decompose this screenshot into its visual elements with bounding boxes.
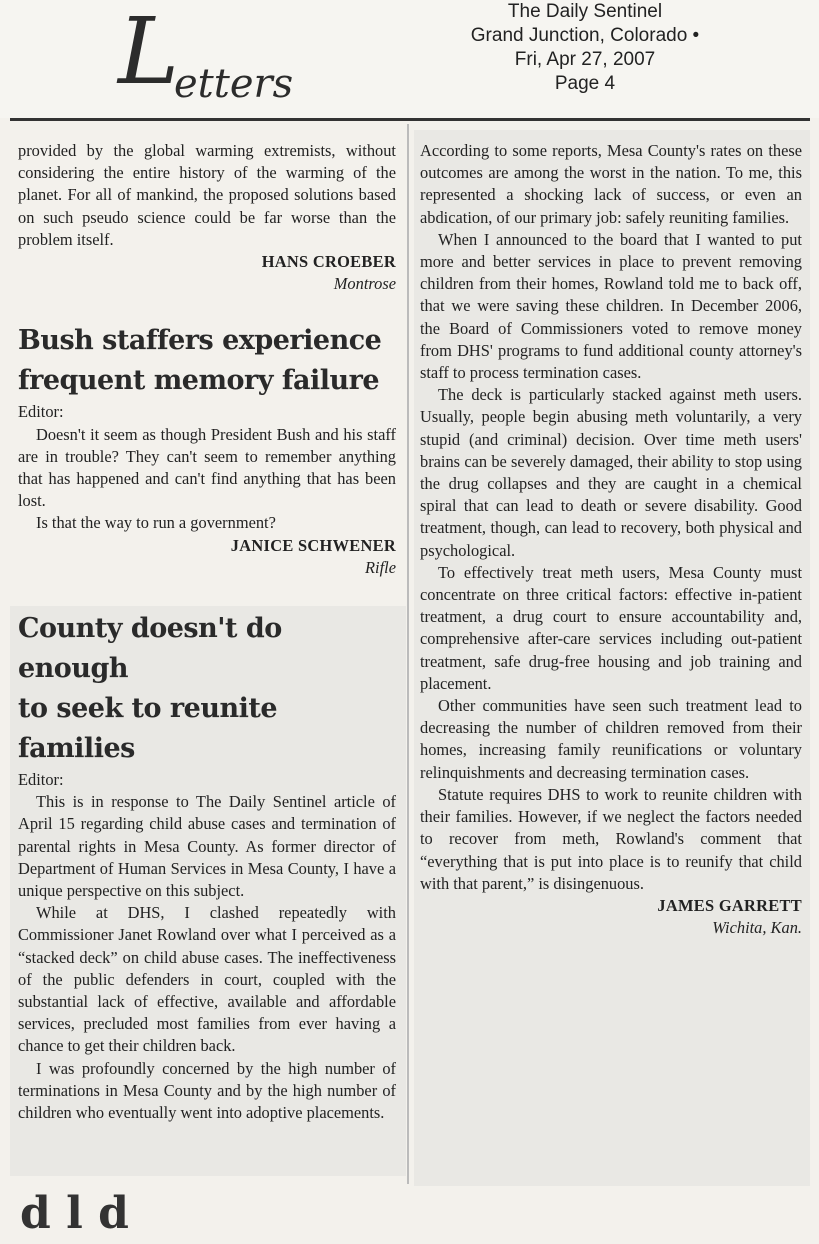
letter-paragraph: Doesn't it seem as though President Bush and his staff are in trouble? They can't seem to remember anything that has happened and can't find anything that has been lost. [18, 424, 396, 511]
author-name: JANICE SCHWENER [230, 535, 396, 555]
column-divider [407, 124, 409, 1184]
author-place: Montrose [333, 274, 396, 294]
signature [18, 535, 396, 579]
headline-line-1: Bush staffers experience [18, 325, 382, 357]
letter-paragraph: This is in response to The Daily Sentinel article of April 15 regarding child abuse cases and termination of parental rights in Mesa County. As former director of Department of Human Services in Mesa County, I have a unique perspective on this subject. [18, 792, 396, 901]
letter-schwener [18, 321, 396, 579]
letter-paragraph: When I announced to the board that I wanted to put more and better services in place to prevent removing children from their homes, Rowland told me to back off, that we were saving these children. In December 2006, the Board of Commissioners voted to remove money from DHS' programs to fund additional county attorney's staff to process termination cases. [420, 229, 802, 383]
dateline-paper: The Daily Sentinel [507, 1, 663, 22]
headline-line-1: County doesn't do enough [18, 613, 282, 685]
letter-croeber [18, 140, 396, 295]
letter-paragraph: Other communities have seen such treatment lead to decreasing the number of children removed from their homes, increasing family reunifications or voluntary relinquishments and decreasing termination cases. [420, 696, 802, 782]
headline-line-2: to seek to reunite families [18, 693, 277, 765]
author-name: JAMES GARRETT [657, 895, 802, 915]
salutation: Editor: [18, 770, 64, 790]
salutation: Editor: [18, 402, 64, 422]
signature [18, 251, 396, 295]
letter-garrett-part-2 [420, 140, 802, 939]
letter-paragraph: I was profoundly concerned by the high number of terminations in Mesa County and by the high number of children who eventually went into adoptive placements. [18, 1058, 396, 1123]
dateline-city: Grand Junction, Colorado • [470, 25, 700, 46]
logo-word: etters [174, 61, 294, 107]
headline [18, 609, 396, 769]
letter-paragraph: While at DHS, I clashed repeatedly with Commissioner Janet Rowland over what I perceived as a “stacked deck” on child abuse cases. The ineffectiveness of the public defenders in court, coupled with the substantial lack of effective, available and affordable services, precluded most families from ever having a chance to get their children back. [18, 903, 396, 1056]
letter-paragraph: According to some reports, Mesa County's rates on these outcomes are among the worst in the nation. To me, this represented a shocking lack of success, or even an abdication, of our primary job: safely reuniting families. [420, 141, 802, 227]
masthead-rule [10, 118, 810, 121]
signature [420, 895, 802, 939]
letter-paragraph: Statute requires DHS to work to reunite children with their families. However, if we neglect the factors needed to recover from meth, Rowland's comment that “everything that is put into place is to reunify that child with that parent,” is disingenuous. [420, 784, 802, 893]
headline [18, 321, 396, 401]
left-column [18, 140, 396, 1124]
letter-body: provided by the global warming extremists, without considering the entire history of the warming of the planet. For all of mankind, the proposed solutions based on such pseudo science could be far worse than the problem itself. [18, 141, 396, 249]
letter-paragraph: The deck is particularly stacked against meth users. Usually, people begin abusing meth voluntarily, a very stupid (and criminal) decision. Over time meth users' brains can be severely damaged, their ability to stop using the drug collapses and they are caught in a chemical spiral that can lead to death or severe disability. Good treatment, though, can lead to recovery, both physical and psychological. [420, 385, 802, 560]
right-column [420, 140, 802, 939]
letters-section-logo [118, 0, 318, 112]
masthead [0, 0, 819, 118]
letter-paragraph: Is that the way to run a government? [36, 513, 276, 533]
author-place: Rifle [365, 557, 396, 577]
dateline-date: Fri, Apr 27, 2007 [514, 49, 656, 70]
logo-initial: L [118, 0, 180, 105]
letter-paragraph: To effectively treat meth users, Mesa County must concentrate on three critical factors: effective in-patient treatment, a drug court to ensure accountability and, comprehensive after-care services including out-patient treatment, safe drug-free housing and job training and placement. [420, 562, 802, 693]
author-name: HANS CROEBER [261, 252, 396, 272]
dateline [440, 0, 730, 96]
next-headline-fragment: d l d [20, 1188, 129, 1239]
headline-line-2: frequent memory failure [18, 365, 380, 397]
author-place: Wichita, Kan. [712, 918, 802, 938]
dateline-page: Page 4 [554, 73, 616, 94]
letter-garrett-part-1 [18, 609, 396, 1124]
